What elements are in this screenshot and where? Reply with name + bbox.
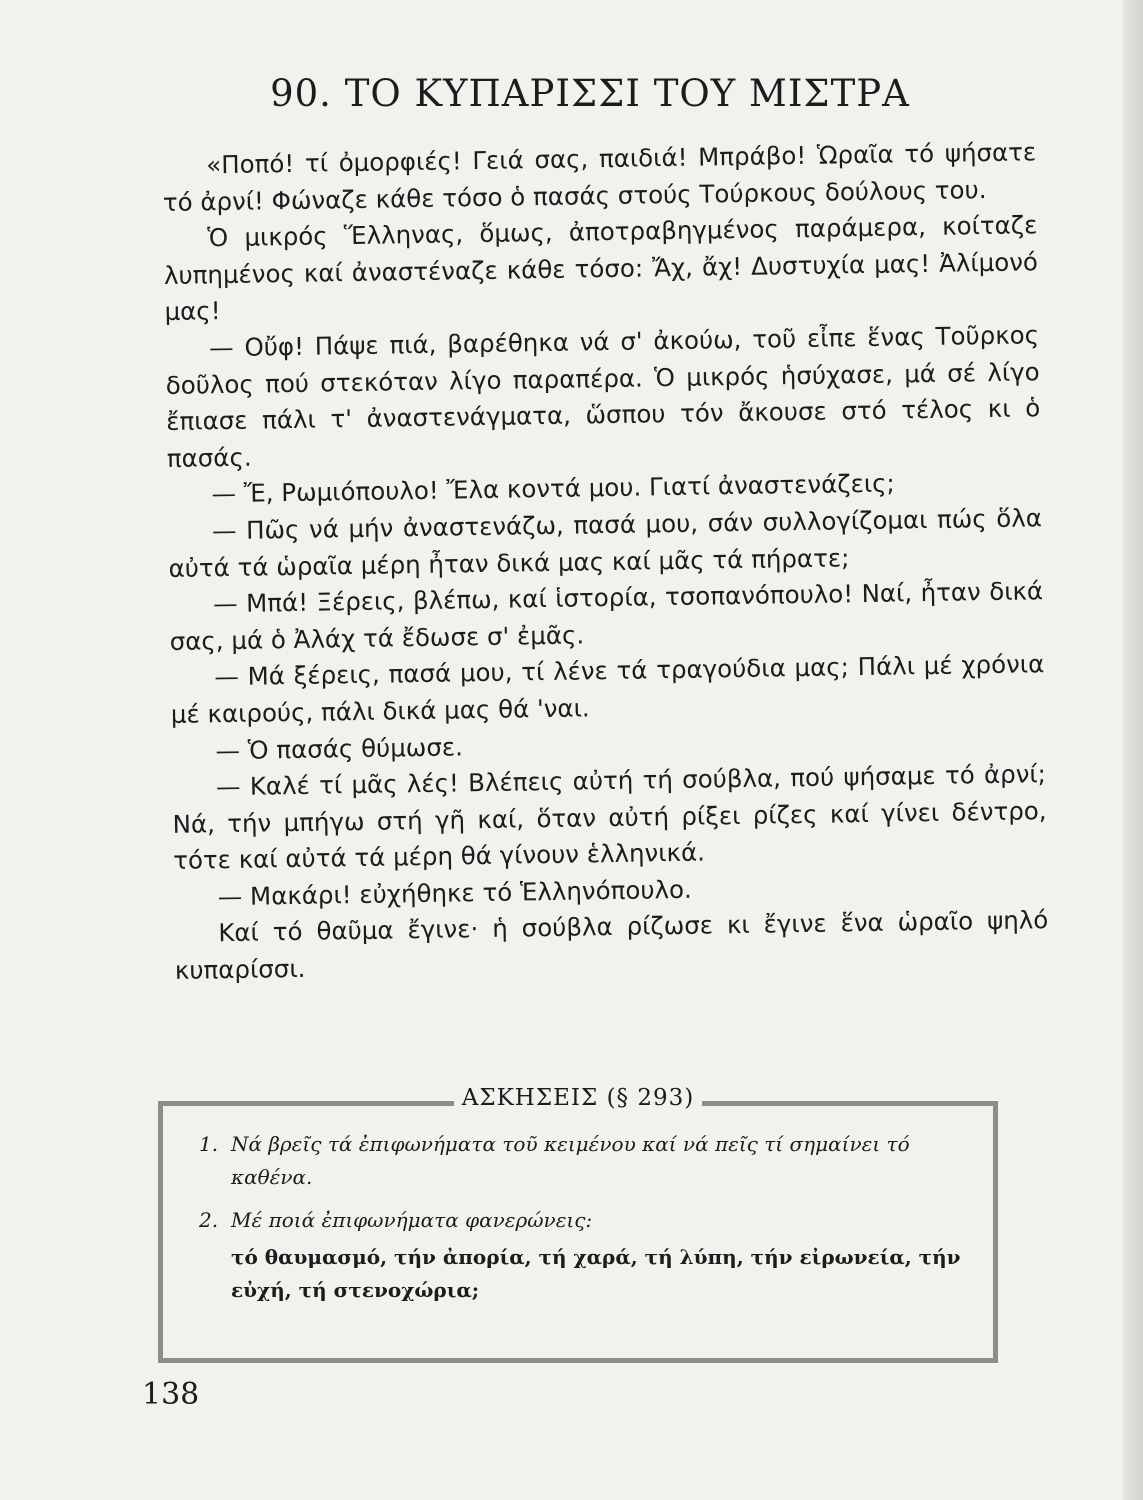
exercises-list [199,1128,975,1317]
page-edge [1123,0,1143,1500]
story-paragraph: Ὁ μικρός Ἕλληνας, ὅμως, ἀποτραβηγμένος παράμερα, κοίταζε λυπημένος καί ἀναστέναζε κάθε τόσο: Ἄχ, ἄχ! Δυστυχία μας! Ἀλίμονό μας! [163,210,1039,327]
exercise-item [199,1128,975,1194]
story-paragraph: — Ἔ, Ρωμιόπουλο! Ἔλα κοντά μου. Γιατί ἀναστενάζεις; [211,468,895,509]
story-paragraph: — Ὁ πασάς θύμωσε. [215,731,464,765]
story-paragraph: — Οὔφ! Πάψε πιά, βαρέθηκα νά σ' ἀκούω, τοῦ εἶπε ἕνας Τοῦρκος δοῦλος πού στεκόταν λίγο παραπέρα. Ὁ μικρός ἡσύχασε, μά σέ λίγο ἔπιασε πάλι τ' ἀναστενάγματα, ὥσπου τόν ἄκουσε στό τέλος κι ὁ πασάς. [165,320,1041,473]
exercise-text: Νά βρεῖς τά ἐπιφωνήματα τοῦ κειμένου καί νά πεῖς τί σημαίνει τό καθένα. [231,1132,910,1189]
story-paragraph: Καί τό θαῦμα ἔγινε· ἡ σούβλα ρίζωσε κι ἔγινε ἕνα ὡραῖο ψηλό κυπαρίσσι. [174,905,1049,985]
story-paragraph: — Πῶς νά μήν ἀναστενάζω, πασά μου, σάν συλλογίζομαι πώς ὅλα αὐτά τά ὡραῖα μέρη ἦταν δικά μας καί μᾶς τά πήρατε; [168,503,1043,583]
story-paragraph: — Καλέ τί μᾶς λές! Βλέπεις αὐτή τή σούβλα, πού ψήσαμε τό ἀρνί; Νά, τήν μπήγω στή γῆ καί, ὅταν αὐτή ρίξει ρίζες καί γίνει δέντρο, τότε καί αὐτά τά μέρη θά γίνουν ἑλληνικά. [172,759,1047,876]
exercise-item [199,1204,975,1307]
exercise-answer-items: τό θαυμασμό, τήν ἀπορία, τή χαρά, τή λύπη, τήν εἰρωνεία, τήν εὐχή, τή στενοχώρια; [231,1245,961,1302]
story-paragraph: — Μακάρι! εὐχήθηκε τό Ἑλληνόπουλο. [217,874,692,912]
story-paragraph: — Μπά! Ξέρεις, βλέπω, καί ἱστορία, τσοπανόπουλο! Ναί, ἦταν δικά σας, μά ὁ Ἀλάχ τά ἔδωσε σ' ἐμᾶς. [169,576,1044,656]
exercises-heading: ΑΣΚΗΣΕΙΣ (§ 293) [454,1085,702,1111]
story-paragraph: — Μά ξέρεις, πασά μου, τί λένε τά τραγούδια μας; Πάλι μέ χρόνια μέ καιρούς, πάλι δικά μας θά 'ναι. [170,649,1045,729]
exercise-text: Μέ ποιά ἐπιφωνήματα φανερώνεις: [231,1208,593,1232]
story-paragraph: «Ποπό! τί ὀμορφιές! Γειά σας, παιδιά! Μπράβο! Ὡραῖα τό ψήσατε τό ἀρνί! Φώναζε κάθε τόσο ὁ πασάς στούς Τούρκους δούλους του. [162,137,1037,217]
page-title: 90. ΤΟ ΚΥΠΑΡΙΣΣΙ ΤΟΥ ΜΙΣΤΡΑ [270,72,910,115]
page-number: 138 [142,1377,200,1412]
story-text [162,134,1049,989]
exercise-number: 2. [199,1208,219,1232]
exercises-heading-wrap [163,1085,993,1111]
exercises-box [158,1085,998,1363]
exercise-number: 1. [199,1132,219,1156]
